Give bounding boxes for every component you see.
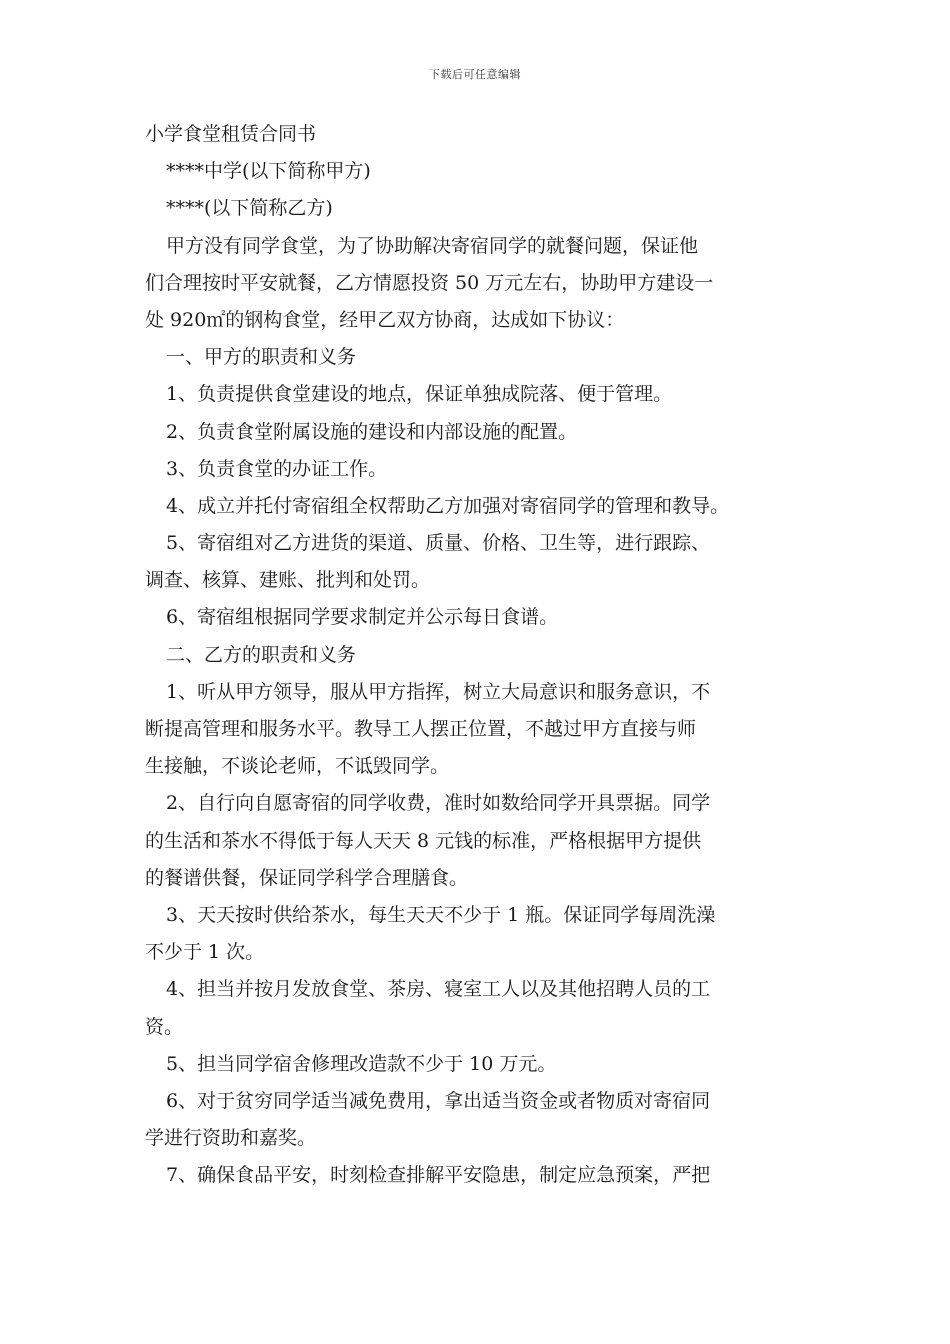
clause-a5-cont: 调查、核算、建账、批判和处罚。 bbox=[145, 569, 431, 592]
party-b-line: ****(以下简称乙方) bbox=[166, 197, 333, 220]
clause-a1: 1、负责提供食堂建设的地点，保证单独成院落、便于管理。 bbox=[166, 383, 673, 406]
clause-b1-cont: 生接触，不谈论老师，不诋毁同学。 bbox=[145, 755, 450, 778]
clause-b5: 5、担当同学宿舍修理改造款不少于 10 万元。 bbox=[166, 1052, 557, 1075]
preamble-line: 处 920㎡的钢构食堂，经甲乙双方协商，达成如下协议： bbox=[145, 308, 625, 331]
preamble-line: 们合理按时平安就餐，乙方情愿投资 50 万元左右，协助甲方建设一 bbox=[145, 271, 714, 294]
clause-b2: 2、自行向自愿寄宿的同学收费，准时如数给同学开具票据。同学 bbox=[166, 792, 711, 815]
clause-a5: 5、寄宿组对乙方进货的渠道、质量、价格、卫生等，进行跟踪、 bbox=[166, 532, 711, 555]
preamble-line: 甲方没有同学食堂，为了协助解决寄宿同学的就餐问题，保证他 bbox=[166, 234, 699, 257]
section-heading-party-a: 一、甲方的职责和义务 bbox=[166, 346, 357, 369]
clause-b2-cont: 的餐谱供餐，保证同学科学合理膳食。 bbox=[145, 866, 469, 889]
clause-b7: 7、确保食品平安，时刻检查排解平安隐患，制定应急预案，严把 bbox=[166, 1164, 711, 1187]
clause-a2: 2、负责食堂附属设施的建设和内部设施的配置。 bbox=[166, 420, 578, 443]
clause-b3: 3、天天按时供给茶水，每生天天不少于 1 瓶。保证同学每周洗澡 bbox=[166, 903, 716, 926]
page-header-note: 下载后可任意编辑 bbox=[429, 68, 521, 81]
clause-b1: 1、听从甲方领导，服从甲方指挥，树立大局意识和服务意识，不 bbox=[166, 680, 711, 703]
document-body bbox=[145, 116, 815, 1194]
clause-b6-cont: 学进行资助和嘉奖。 bbox=[145, 1127, 317, 1150]
clause-a3: 3、负责食堂的办证工作。 bbox=[166, 457, 388, 480]
section-heading-party-b: 二、乙方的职责和义务 bbox=[166, 643, 357, 666]
clause-a4: 4、成立并托付寄宿组全权帮助乙方加强对寄宿同学的管理和教导。 bbox=[166, 494, 730, 517]
clause-b6: 6、对于贫穷同学适当减免费用，拿出适当资金或者物质对寄宿同 bbox=[166, 1089, 711, 1112]
clause-b4: 4、担当并按月发放食堂、茶房、寝室工人以及其他招聘人员的工 bbox=[166, 978, 711, 1001]
party-a-line: ****中学(以下简称甲方) bbox=[166, 160, 371, 183]
clause-b3-cont: 不少于 1 次。 bbox=[145, 941, 265, 964]
document-title: 小学食堂租赁合同书 bbox=[145, 123, 317, 145]
clause-b1-cont: 断提高管理和服务水平。教导工人摆正位置，不越过甲方直接与师 bbox=[145, 718, 697, 740]
clause-b2-cont: 的生活和茶水不得低于每人天天 8 元钱的标准，严格根据甲方提供 bbox=[145, 829, 702, 852]
clause-b4-cont: 资。 bbox=[145, 1015, 184, 1038]
clause-a6: 6、寄宿组根据同学要求制定并公示每日食谱。 bbox=[166, 606, 559, 629]
